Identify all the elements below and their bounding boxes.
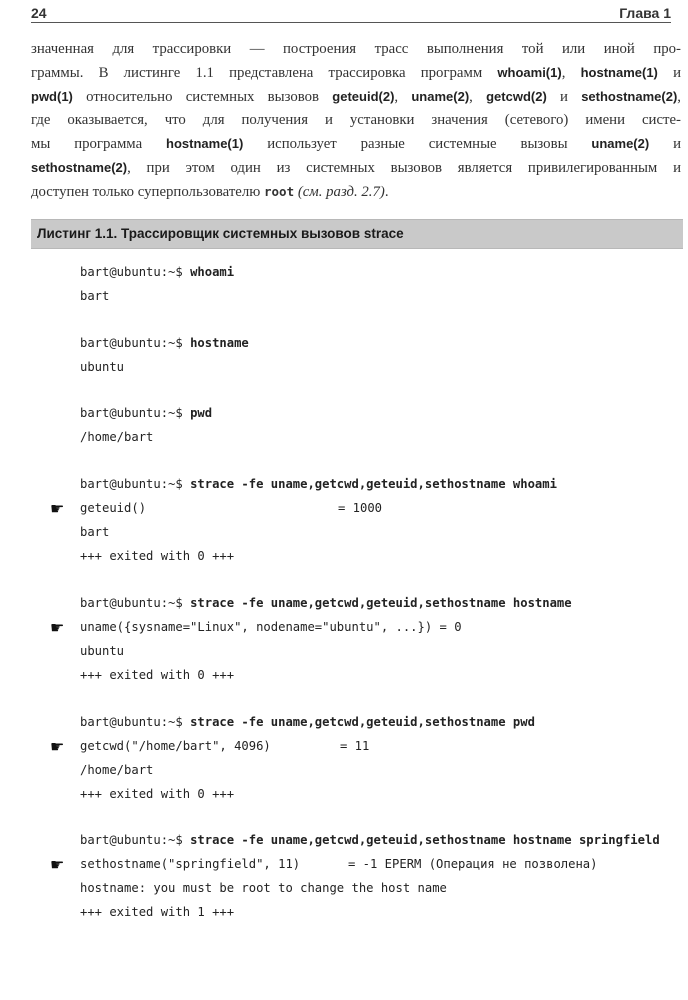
command-ref: whoami(1) — [497, 65, 562, 80]
paragraph-line: pwd(1) относительно системных вызовов geteuid(2), uname(2), getcwd(2) и sethostname(2), — [31, 89, 681, 105]
code-line-command: bart@ubuntu:~$ strace -fe uname,getcwd,geteuid,sethostname pwd — [80, 715, 535, 729]
page-header — [31, 3, 671, 23]
paragraph-line: sethostname(2), при этом один из системных вызовов является привилегированным и — [31, 160, 681, 176]
code-line-output: /home/bart — [80, 430, 154, 444]
command-ref: uname(2) — [591, 136, 650, 151]
syscall-result: = 1000 — [338, 501, 383, 515]
pointing-hand-icon: ☛ — [50, 499, 65, 518]
listing-title: Листинг 1.1. Трассировщик системных вызовов strace — [37, 226, 404, 241]
code-line-command: bart@ubuntu:~$ hostname — [80, 336, 249, 350]
command-ref: hostname(1) — [166, 136, 244, 151]
code-line-exit: +++ exited with 0 +++ — [80, 787, 235, 801]
paragraph-line: мы программа hostname(1) использует разные системные вызовы uname(2) и — [31, 136, 682, 152]
page-number: 24 — [31, 5, 47, 21]
pointing-hand-icon: ☛ — [50, 855, 65, 874]
pointing-hand-icon: ☛ — [50, 737, 65, 756]
code-line-output: ubuntu — [80, 644, 125, 658]
pointing-hand-icon: ☛ — [50, 618, 65, 637]
code-line-exit: +++ exited with 1 +++ — [80, 905, 235, 919]
code-line-syscall: getcwd("/home/bart", 4096) — [80, 739, 271, 753]
code-line-command: bart@ubuntu:~$ strace -fe uname,getcwd,geteuid,sethostname whoami — [80, 477, 557, 491]
code-line-command: bart@ubuntu:~$ strace -fe uname,getcwd,geteuid,sethostname hostname springfield — [80, 833, 660, 847]
code-line-output: ubuntu — [80, 360, 125, 374]
code-line-output: bart — [80, 525, 110, 539]
command-ref: geteuid(2) — [332, 89, 395, 104]
command-ref: pwd(1) — [31, 89, 73, 104]
listing-title-bar — [31, 219, 683, 249]
code-line-output: bart — [80, 289, 110, 303]
code-line-output: hostname: you must be root to change the host name — [80, 881, 447, 895]
section-reference: (см. разд. 2.7) — [297, 184, 385, 200]
code-line-syscall: uname({sysname="Linux", nodename="ubuntu", ...}) = 0 — [80, 620, 462, 634]
code-line-command: bart@ubuntu:~$ pwd — [80, 406, 213, 420]
paragraph-line: где оказывается, что для получения и установки значения (сетевого) имени систе- — [31, 112, 681, 128]
paragraph-line: доступен только суперпользователю root (см. разд. 2.7). — [31, 184, 389, 200]
code-line-command: bart@ubuntu:~$ strace -fe uname,getcwd,geteuid,sethostname hostname — [80, 596, 572, 610]
chapter-title: Глава 1 — [619, 5, 671, 21]
code-line-syscall: sethostname("springfield", 11) — [80, 857, 301, 871]
command-ref: getcwd(2) — [486, 89, 547, 104]
syscall-result: = 11 — [340, 739, 370, 753]
command-ref: uname(2) — [411, 89, 470, 104]
header-divider — [31, 22, 671, 23]
body-paragraph — [31, 38, 681, 204]
root-keyword: root — [264, 184, 295, 199]
paragraph-line: граммы. В листинге 1.1 представлена трассировка программ whoami(1), hostname(1) и — [31, 65, 681, 81]
code-line-syscall: geteuid() — [80, 501, 147, 515]
code-line-exit: +++ exited with 0 +++ — [80, 668, 235, 682]
syscall-result: = -1 EPERM (Операция не позволена) — [348, 857, 598, 871]
code-line-exit: +++ exited with 0 +++ — [80, 549, 235, 563]
code-line-output: /home/bart — [80, 763, 154, 777]
command-ref: hostname(1) — [580, 65, 658, 80]
command-ref: sethostname(2) — [31, 160, 128, 175]
command-ref: sethostname(2) — [581, 89, 678, 104]
paragraph-line: значенная для трассировки — построения трасс выполнения той или иной про- — [31, 41, 681, 57]
code-line-command: bart@ubuntu:~$ whoami — [80, 265, 235, 279]
